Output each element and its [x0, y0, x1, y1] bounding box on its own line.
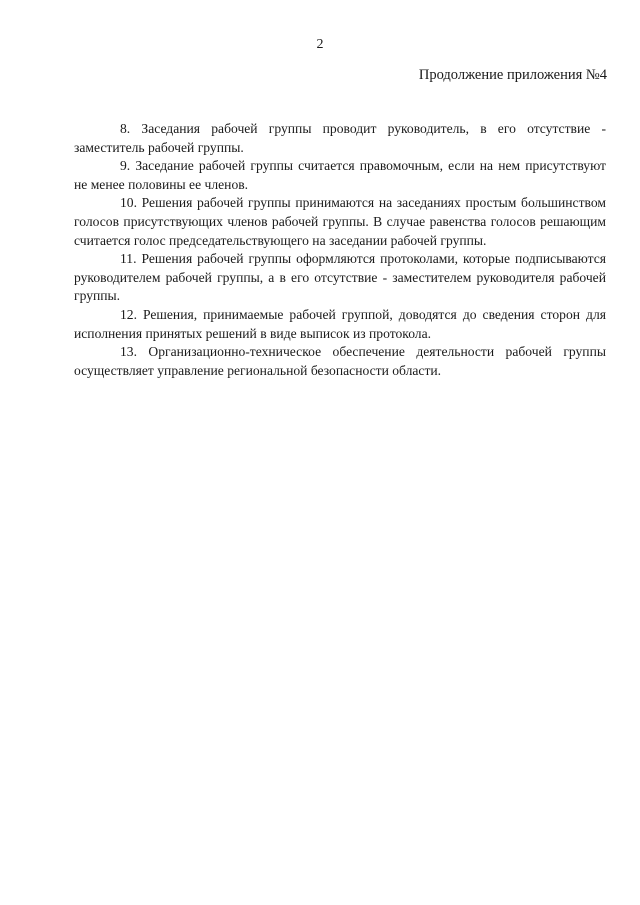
paragraph-9: 9. Заседание рабочей группы считается правомочным, если на нем присутствуют не менее половины ее членов. — [74, 158, 606, 192]
paragraph-13: 13. Организационно-техническое обеспечение деятельности рабочей группы осуществляет управление региональной безопасности области. — [74, 344, 606, 378]
appendix-continuation-note: Продолжение приложения №4 — [418, 67, 607, 83]
page-number: 2 — [316, 37, 324, 52]
document-body — [74, 120, 606, 380]
paragraph-12: 12. Решения, принимаемые рабочей группой, доводятся до сведения сторон для исполнения принятых решений в виде выписок из протокола. — [74, 306, 606, 341]
paragraph-11: 11. Решения рабочей группы оформляются протоколами, которые подписываются руководителем рабочей группы, а в его отсутствие - заместителем руководителя рабочей группы. — [74, 251, 606, 304]
paragraph-8: 8. Заседания рабочей группы проводит руководитель, в его отсутствие - заместитель рабочей группы. — [74, 121, 606, 155]
paragraph-10: 10. Решения рабочей группы принимаются на заседаниях простым большинством голосов присутствующих членов рабочей группы. В случае равенства голосов решающим считается голос председательствующего на заседании рабочей группы. — [74, 195, 606, 248]
